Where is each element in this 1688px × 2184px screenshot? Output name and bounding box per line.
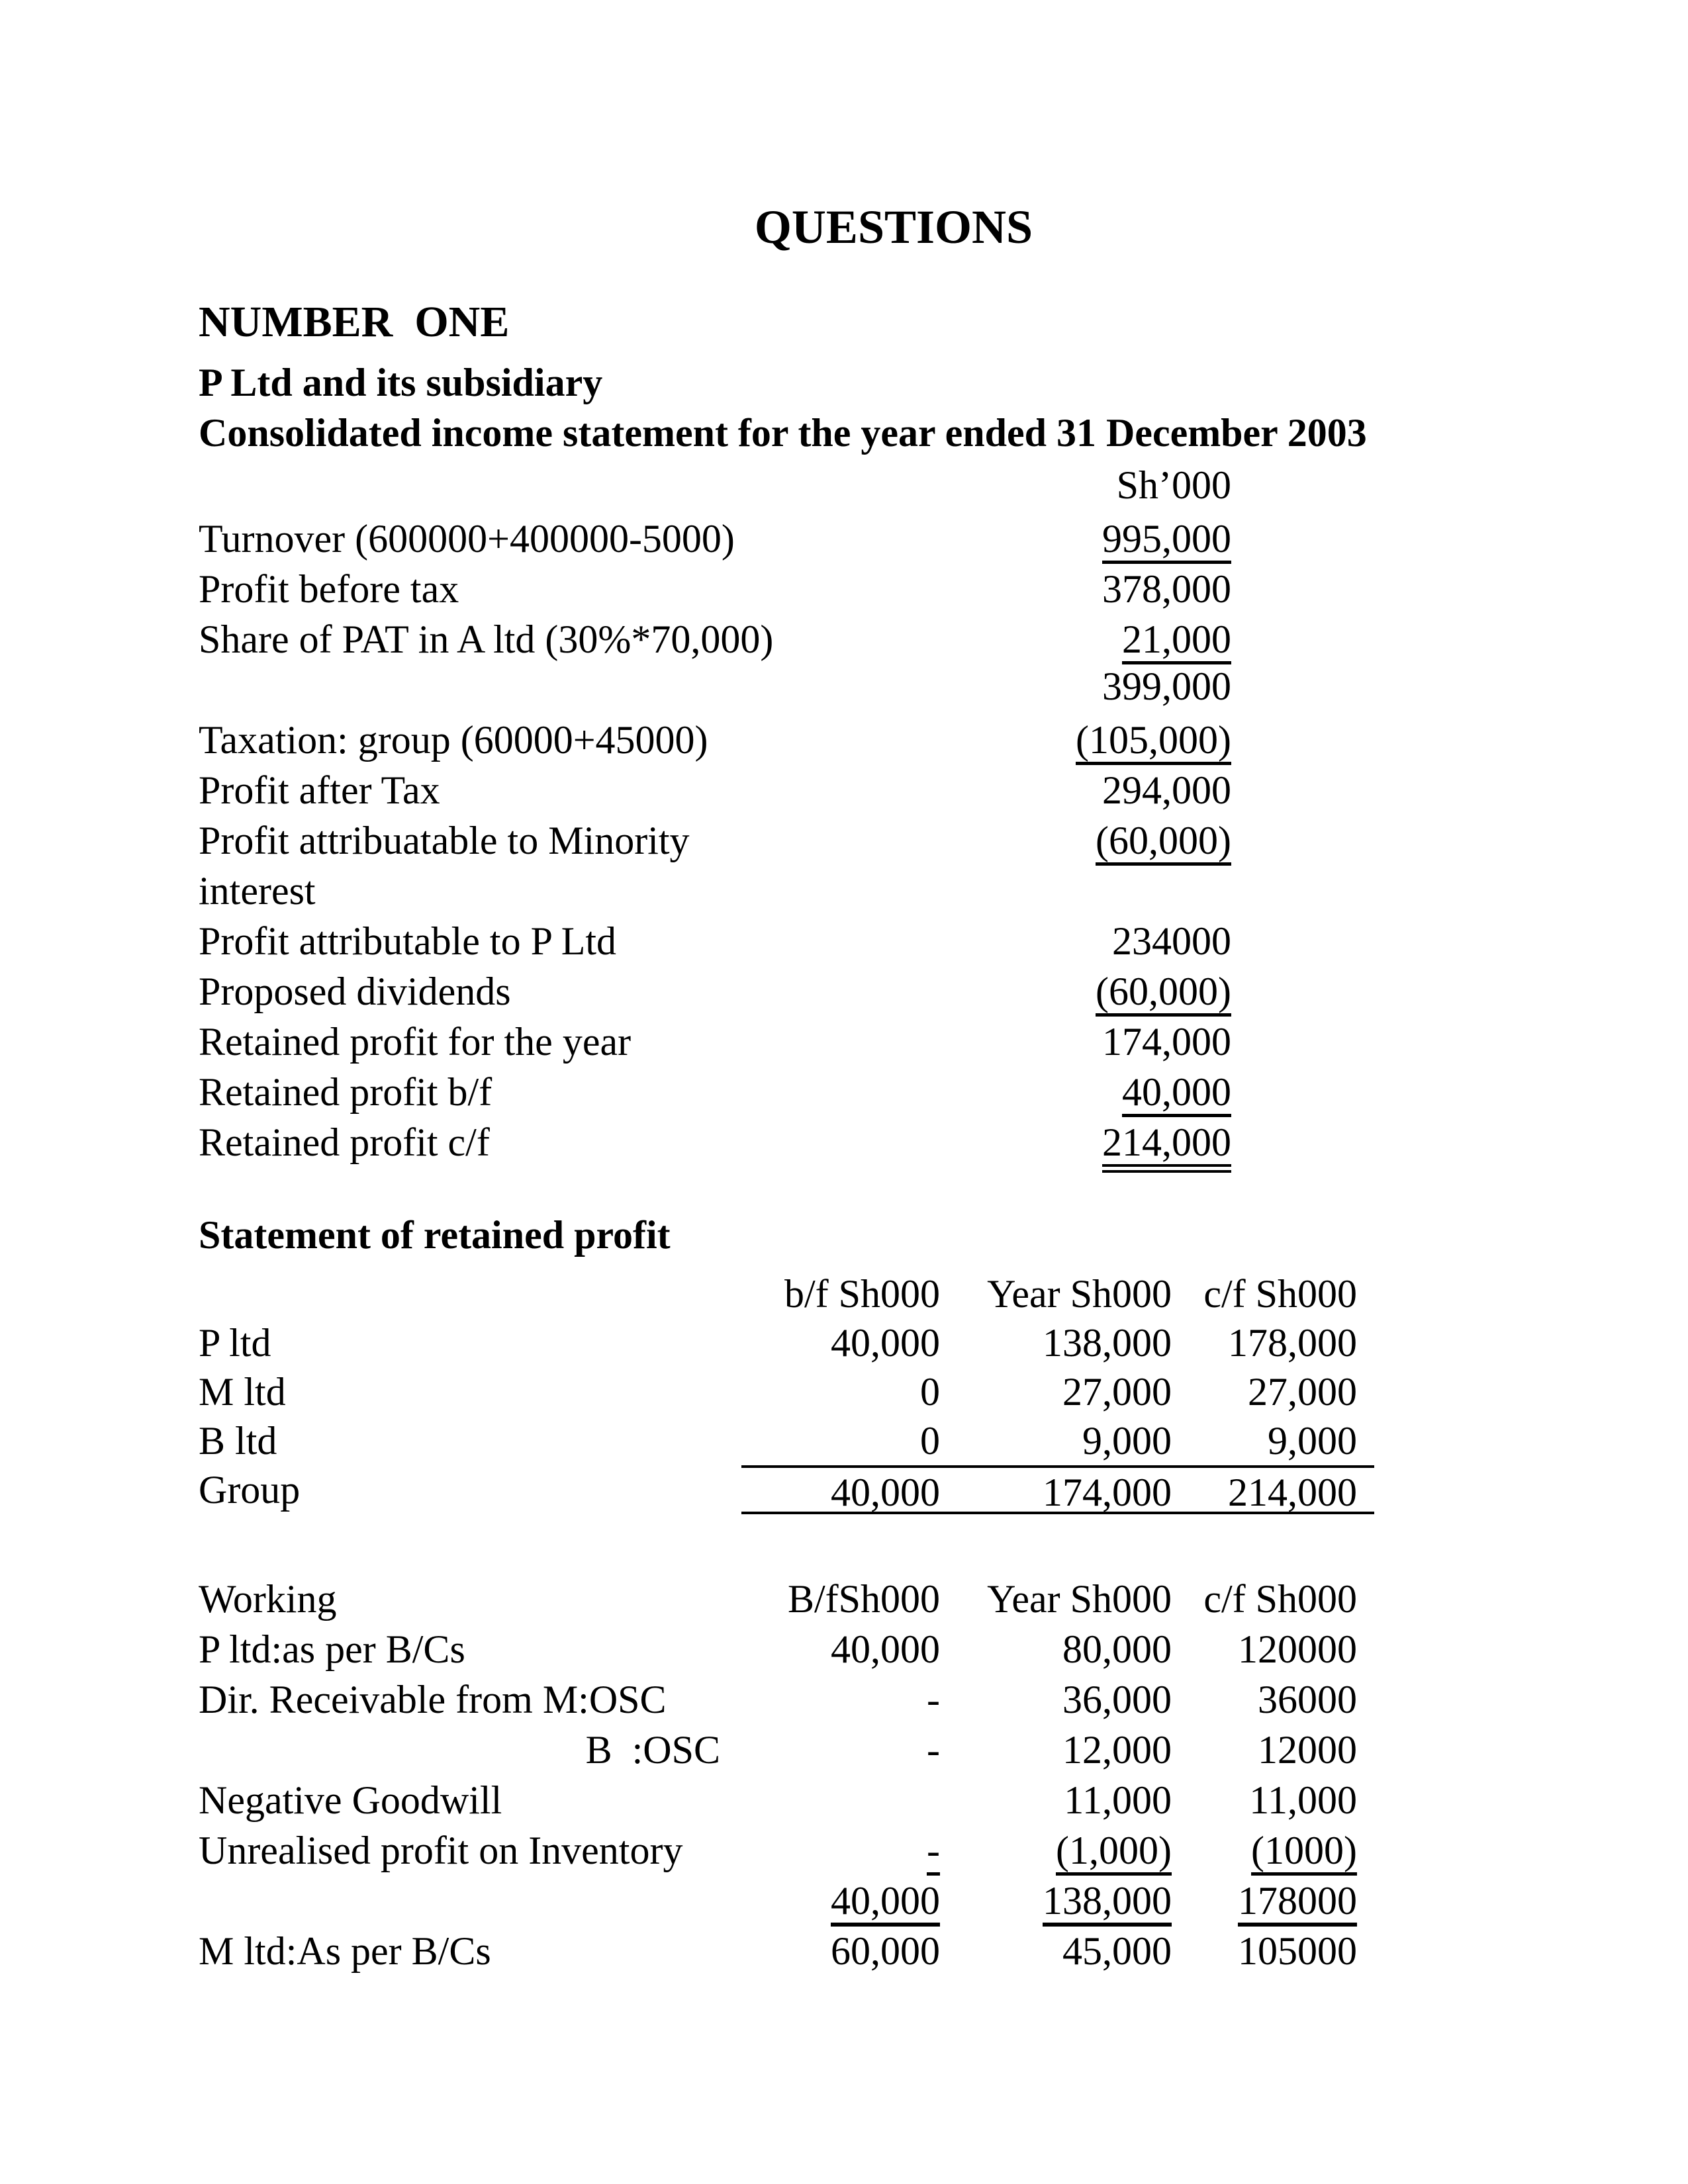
income-statement-currency-header-row <box>199 463 1231 514</box>
table-row-label: M ltd:As per B/Cs <box>199 1929 491 1973</box>
statement-subtitle <box>199 357 1589 458</box>
table-row-label: Negative Goodwill <box>199 1778 502 1822</box>
cell-cf: 120000 <box>1238 1627 1357 1671</box>
income-row-retained-profit-year <box>199 1017 1231 1067</box>
row-amount: 214,000 <box>1102 1120 1231 1173</box>
table-row-label: B ltd <box>199 1419 277 1463</box>
cell-year: 45,000 <box>1062 1929 1172 1973</box>
row-amount: 174,000 <box>1102 1020 1231 1064</box>
column-header-cf: c/f Sh000 <box>1203 1272 1357 1316</box>
income-row-profit-before-tax <box>199 564 1231 614</box>
table-row-label-indented: B :OSC <box>585 1728 720 1772</box>
row-label: Retained profit c/f <box>199 1120 490 1164</box>
document-title: QUESTIONS <box>754 201 1033 253</box>
table-corner-cell <box>199 1269 741 1318</box>
table-row-label: Dir. Receivable from M:OSC <box>199 1678 667 1721</box>
row-label: Turnover (600000+400000-5000) <box>199 517 735 561</box>
income-row-proposed-dividends <box>199 966 1231 1017</box>
cell-value-underlined: (1000) <box>1251 1829 1357 1876</box>
table-row-label-group: Group <box>199 1468 301 1512</box>
working-table <box>199 1574 1374 1976</box>
income-row-interest-wrap <box>199 866 1231 916</box>
row-amount: 294,000 <box>1102 768 1231 812</box>
income-row-turnover <box>199 514 1231 564</box>
row-amount: (60,000) <box>1096 970 1231 1017</box>
column-header-bf: b/f Sh000 <box>784 1272 940 1316</box>
column-header-year: Year Sh000 <box>987 1577 1172 1621</box>
cell-cf-total: 214,000 <box>1172 1465 1374 1514</box>
cell-year: 36,000 <box>1062 1678 1172 1721</box>
cell-cf: 27,000 <box>1248 1370 1357 1414</box>
income-statement <box>199 463 1231 1167</box>
row-amount: 40,000 <box>1122 1070 1231 1117</box>
table-row-label: P ltd:as per B/Cs <box>199 1627 465 1671</box>
cell-year: 11,000 <box>1064 1778 1172 1822</box>
cell-cf <box>1172 1825 1374 1876</box>
column-header-cf: c/f Sh000 <box>1203 1577 1357 1621</box>
row-amount: 378,000 <box>1102 567 1231 611</box>
row-label: Taxation: group (60000+45000) <box>199 718 708 762</box>
working-heading: Working <box>199 1577 337 1621</box>
cell-value-underlined: 138,000 <box>1043 1879 1172 1927</box>
cell-year-total: 174,000 <box>940 1465 1172 1514</box>
row-amount: 399,000 <box>1102 664 1231 708</box>
row-label: Profit attributable to P Ltd <box>199 919 617 963</box>
cell-value-underlined: 40,000 <box>831 1879 940 1927</box>
cell-year <box>940 1825 1172 1876</box>
cell-bf: 0 <box>920 1419 940 1463</box>
cell-bf-total: 40,000 <box>741 1465 940 1514</box>
row-label: Retained profit b/f <box>199 1070 492 1114</box>
column-header-bf: B/fSh000 <box>787 1577 940 1621</box>
retained-profit-heading: Statement of retained profit <box>199 1213 671 1257</box>
currency-header: Sh’000 <box>1116 463 1231 507</box>
income-row-retained-profit-cf <box>199 1117 1231 1167</box>
row-amount: (60,000) <box>1096 819 1231 866</box>
cell-bf: - <box>927 1678 940 1721</box>
cell-cf: 9,000 <box>1268 1419 1357 1463</box>
row-label: Profit before tax <box>199 567 459 611</box>
income-row-attributable-p-ltd <box>199 916 1231 966</box>
table-row-label: Unrealised profit on Inventory <box>199 1829 683 1872</box>
table-row-label: P ltd <box>199 1321 271 1365</box>
section-heading-number-one: NUMBER ONE <box>199 298 510 346</box>
cell-bf <box>741 1825 940 1876</box>
row-label: interest <box>199 869 316 913</box>
row-label: Profit attribuatable to Minority <box>199 819 690 862</box>
cell-year-total <box>940 1876 1172 1926</box>
income-row-profit-after-tax <box>199 765 1231 815</box>
cell-cf: 178,000 <box>1228 1321 1357 1365</box>
cell-value-underlined: 178000 <box>1238 1879 1357 1927</box>
cell-bf: 40,000 <box>831 1321 940 1365</box>
cell-year: 12,000 <box>1062 1728 1172 1772</box>
row-label: Profit after Tax <box>199 768 440 812</box>
cell-bf-total <box>741 1876 940 1926</box>
cell-value-underlined: - <box>927 1829 940 1876</box>
cell-bf: - <box>927 1728 940 1772</box>
cell-value-underlined: (1,000) <box>1056 1829 1172 1876</box>
cell-year: 138,000 <box>1043 1321 1172 1365</box>
statement-title-line: Consolidated income statement for the year ended 31 December 2003 <box>199 411 1367 455</box>
cell-year: 9,000 <box>1082 1419 1172 1463</box>
cell-cf: 12000 <box>1258 1728 1357 1772</box>
row-amount: 21,000 <box>1122 617 1231 664</box>
retained-profit-table <box>199 1269 1374 1514</box>
income-row-retained-profit-bf <box>199 1067 1231 1117</box>
row-label: Share of PAT in A ltd (30%*70,000) <box>199 617 774 661</box>
column-header-year: Year Sh000 <box>987 1272 1172 1316</box>
cell-year: 80,000 <box>1062 1627 1172 1671</box>
cell-cf-total <box>1172 1876 1374 1926</box>
table-row-label: M ltd <box>199 1370 286 1414</box>
cell-bf <box>741 1775 940 1825</box>
cell-bf: 40,000 <box>831 1627 940 1671</box>
cell-cf: 36000 <box>1258 1678 1357 1721</box>
cell-year: 27,000 <box>1062 1370 1172 1414</box>
table-row-label <box>199 1876 741 1926</box>
row-label: Proposed dividends <box>199 970 511 1013</box>
income-row-share-of-pat <box>199 614 1231 664</box>
row-amount: 234000 <box>1112 919 1231 963</box>
income-row-taxation <box>199 715 1231 765</box>
cell-bf: 60,000 <box>831 1929 940 1973</box>
row-amount: (105,000) <box>1076 718 1231 765</box>
income-row-subtotal <box>199 664 1231 715</box>
row-amount: 995,000 <box>1102 517 1231 564</box>
cell-bf: 0 <box>920 1370 940 1414</box>
cell-cf: 11,000 <box>1249 1778 1357 1822</box>
cell-cf: 105000 <box>1238 1929 1357 1973</box>
income-row-minority-interest <box>199 815 1231 866</box>
row-label: Retained profit for the year <box>199 1020 632 1064</box>
company-name-line: P Ltd and its subsidiary <box>199 361 603 404</box>
